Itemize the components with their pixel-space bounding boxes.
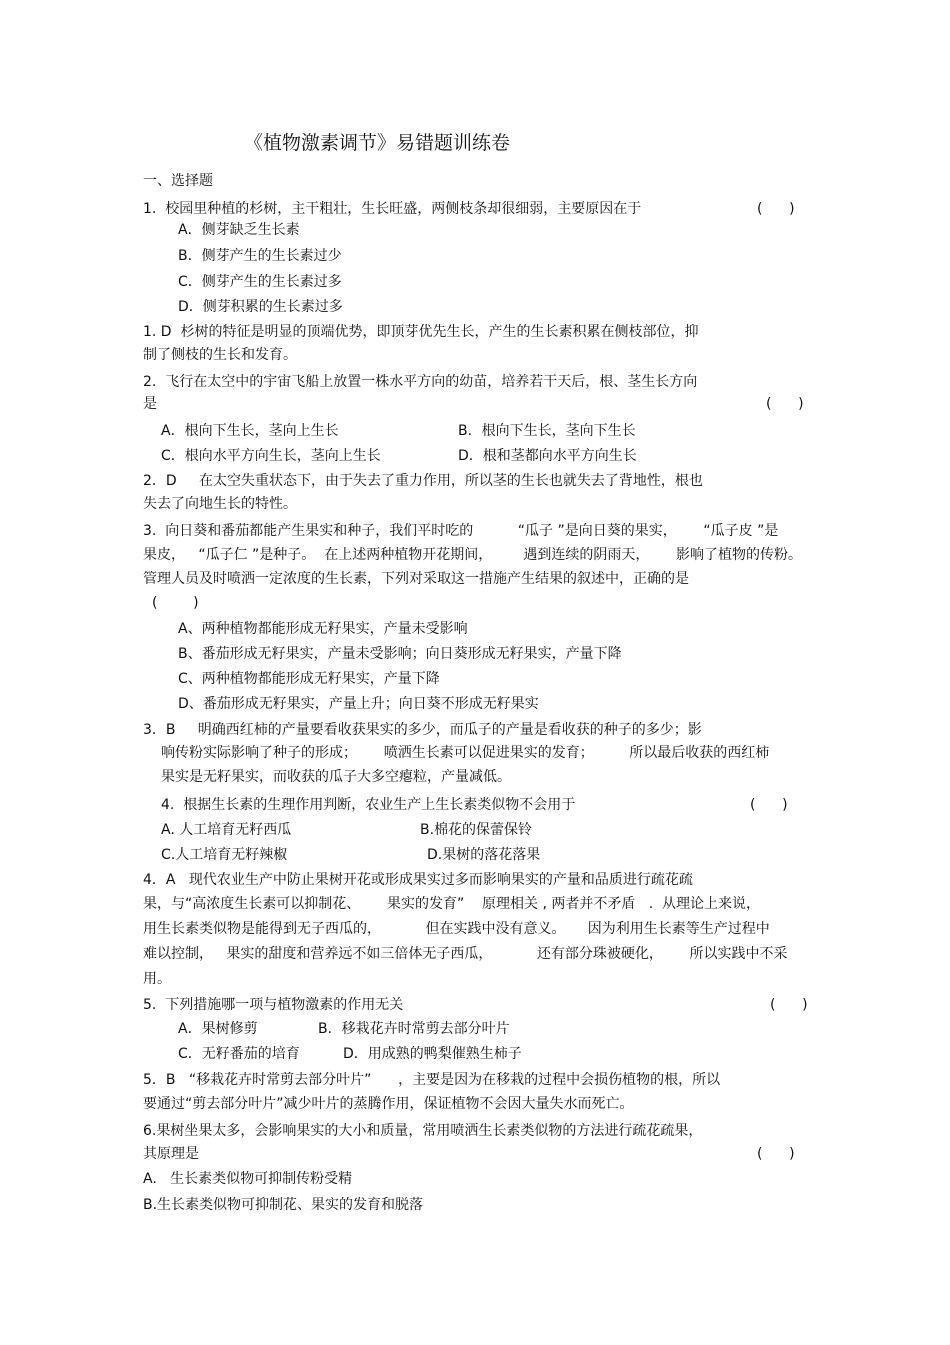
question-stem: 果皮， “瓜子仁 ”是种子。 在上述两种植物开花期间， 遇到连续的阴雨天， 影响了植物的传粉。 [143, 547, 803, 563]
option-d: D．侧芽积累的生长素过多 [178, 299, 343, 315]
answer-explanation: 1. D 杉树的特征是明显的顶端优势，即顶芽优先生长，产生的生长素积累在侧枝部位，抑 [143, 324, 699, 340]
question-stem: 管理人员及时喷洒一定浓度的生长素，下列对采取这一措施产生结果的叙述中，正确的是 [143, 571, 689, 587]
option-b: B.生长素类似物可抑制花、果实的发育和脱落 [143, 1197, 424, 1213]
option-b: B.棉花的保蕾保铃 [420, 822, 533, 838]
option-a: A、两种植物都能形成无籽果实，产量未受影响 [178, 621, 468, 637]
answer-explanation: 3．B 明确西红柿的产量要看收获果实的多少，而瓜子的产量是看收获的种子的多少；影 [143, 722, 702, 738]
answer-explanation: 果实是无籽果实，而收获的瓜子大多空瘪粒，产量减低。 [161, 769, 511, 785]
answer-parenthesis: ( ) [766, 396, 804, 412]
question-stem: 2. 飞行在太空中的宇宙飞船上放置一株水平方向的幼苗，培养若干天后，根、茎生长方向 [143, 374, 698, 390]
question-stem: 3. 向日葵和番茄都能产生果实和种子，我们平时吃的 “瓜子 ”是向日葵的果实， “瓜子皮 ”是 [143, 523, 779, 539]
answer-explanation: 用。 [143, 971, 171, 987]
option-a: A．根向下生长，茎向上生长 [161, 423, 339, 439]
option-a: A. 生长素类似物可抑制传粉受精 [143, 1171, 353, 1187]
answer-explanation: 制了侧枝的生长和发育。 [143, 347, 297, 363]
page-title: 《植物激素调节》易错题训练卷 [244, 132, 511, 154]
answer-parenthesis: ( ) [770, 997, 808, 1013]
option-a: A．侧芽缺乏生长素 [178, 222, 300, 238]
answer-explanation: 4．A 现代农业生产中防止果树开花或形成果实过多而影响果实的产量和品质进行疏花疏 [143, 872, 693, 888]
answer-explanation: 响传粉实际影响了种子的形成； 喷洒生长素可以促进果实的发育； 所以最后收获的西红柿 [161, 745, 770, 761]
option-a: A. 人工培育无籽西瓜 [161, 822, 292, 838]
option-c: C．侧芽产生的生长素过多 [178, 274, 342, 290]
answer-parenthesis: ( ) [757, 1146, 795, 1162]
option-d: D．用成熟的鸭梨催熟生柿子 [343, 1046, 522, 1062]
option-d: D.果树的落花落果 [427, 847, 541, 863]
question-stem: 1. 校园里种植的杉树，主干粗壮，生长旺盛，两侧枝条却很细弱，主要原因在于 [143, 201, 642, 217]
answer-explanation: 用生长素类似物是能得到无子西瓜的， 但在实践中没有意义。 因为利用生长素等生产过程中 [143, 921, 770, 937]
option-d: D．根和茎都向水平方向生长 [458, 448, 637, 464]
option-b: B．移栽花卉时常剪去部分叶片 [318, 1021, 510, 1037]
question-stem: 是 [143, 396, 157, 412]
option-a: A．果树修剪 [178, 1021, 258, 1037]
answer-explanation: 5．B “移栽花卉时常剪去部分叶片” ，主要是因为在移栽的过程中会损伤植物的根，所以 [143, 1072, 721, 1088]
question-stem: 其原理是 [143, 1146, 199, 1162]
option-c: C．无籽番茄的培育 [178, 1046, 300, 1062]
option-c: C．根向水平方向生长，茎向上生长 [161, 448, 381, 464]
answer-explanation: 2．D 在太空失重状态下，由于失去了重力作用，所以茎的生长也就失去了背地性，根也 [143, 473, 703, 489]
option-b: B．侧芽产生的生长素过少 [178, 248, 342, 264]
section-heading: 一、选择题 [143, 173, 213, 189]
option-c: C.人工培育无籽辣椒 [161, 847, 288, 863]
question-stem: 4. 根据生长素的生理作用判断，农业生产上生长素类似物不会用于 [161, 797, 576, 813]
option-d: D、番茄形成无籽果实，产量上升；向日葵不形成无籽果实 [178, 696, 539, 712]
answer-parenthesis: ( ) [757, 201, 795, 217]
answer-parenthesis: ( ) [152, 595, 199, 611]
question-stem: 6.果树坐果太多，会影响果实的大小和质量，常用喷洒生长素类似物的方法进行疏花疏果， [143, 1123, 703, 1139]
answer-explanation: 果，与“高浓度生长素可以抑制花、 果实的发育” 原理相关 , 两者并不矛盾 . 从理论上来说， [143, 896, 761, 912]
option-c: C、两种植物都能形成无籽果实，产量下降 [178, 671, 440, 687]
question-stem: 5. 下列措施哪一项与植物激素的作用无关 [143, 997, 404, 1013]
option-b: B、番茄形成无籽果实，产量未受影响；向日葵形成无籽果实，产量下降 [178, 646, 622, 662]
answer-explanation: 失去了向地生长的特性。 [143, 496, 297, 512]
answer-explanation: 难以控制， 果实的甜度和营养远不如三倍体无子西瓜， 还有部分珠被硬化， 所以实践中不采 [143, 946, 788, 962]
answer-explanation: 要通过“剪去部分叶片”减少叶片的蒸腾作用，保证植物不会因大量失水而死亡。 [143, 1096, 634, 1112]
answer-parenthesis: ( ) [750, 797, 788, 813]
option-b: B．根向下生长，茎向下生长 [458, 423, 636, 439]
